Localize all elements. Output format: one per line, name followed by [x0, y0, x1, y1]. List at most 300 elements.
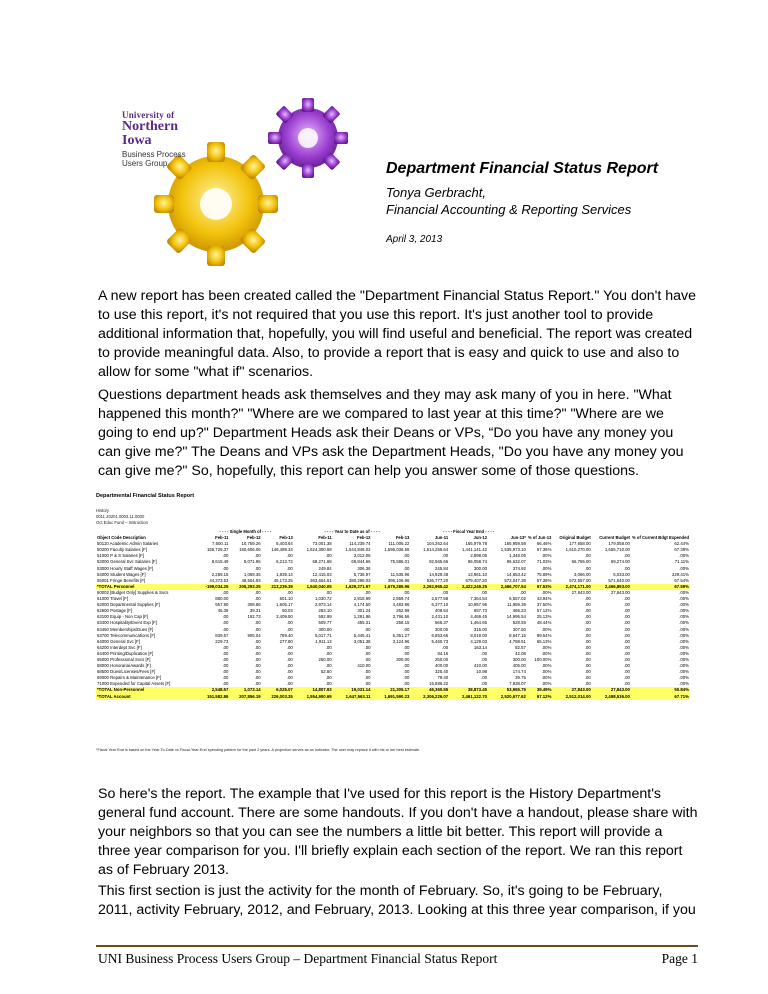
table-cell: .00	[403, 650, 410, 656]
table-cell: 229.73	[215, 638, 229, 644]
table-cell: 2,262,965.42	[410, 584, 449, 590]
table-cell: .00%	[679, 614, 689, 620]
table-cell: 75,586.01	[390, 559, 410, 565]
table-cell: .00	[364, 644, 371, 650]
author-department: Financial Accounting & Reporting Services	[386, 202, 632, 217]
table-cell: 79.40	[437, 675, 449, 681]
table-cell: .00	[222, 675, 229, 681]
table-cell: .00%	[679, 602, 689, 608]
table-cell: .00%	[679, 656, 689, 662]
table-cell: 408.54	[435, 608, 449, 614]
table-cell: 146,489.34	[271, 547, 293, 553]
table-cell: 1,535,973.10	[500, 547, 526, 553]
table-cell: 43.94%	[536, 596, 552, 602]
table-cell: .00%	[541, 663, 552, 669]
row-label: 71000 Expended for Capital Assets [F]	[97, 681, 171, 687]
table-cell: 11,535.96	[390, 571, 410, 577]
table-cell: 1,348.05	[509, 553, 526, 559]
table-cell: 8,615.49	[211, 559, 229, 565]
table-cell: 21,305.17	[372, 687, 411, 693]
row-label: 63400 Hospitality/Event Exp [F]	[97, 620, 157, 626]
table-cell: 13,961.10	[467, 571, 488, 577]
table-cell: 213,239.39	[262, 584, 294, 590]
table-cell: .00	[403, 663, 410, 669]
table-cell: .00%	[679, 589, 689, 595]
table-cell: 880.00	[215, 596, 229, 602]
table-cell: .00	[623, 644, 630, 650]
table-cell: 2,520,677.62	[488, 694, 527, 700]
table-cell: 84.16	[437, 650, 449, 656]
table-cell: 67.59%	[631, 584, 690, 590]
table-cell: .00	[254, 644, 261, 650]
row-label: 50110 Academic Admin Salaries	[97, 541, 159, 547]
table-cell: .00	[254, 669, 261, 675]
row-label: 65000 Professional Svcs [F]	[97, 656, 151, 662]
report-column-header: Feb-12	[357, 535, 371, 541]
paragraph-4: This first section is just the activity for the month of February. So, it's going to be February, 2011, activity February, 2012, and February, 2013. Looking at this three year comparison, if you	[98, 883, 696, 918]
table-cell: .00%	[541, 644, 552, 650]
table-cell: 174.74	[512, 669, 526, 675]
table-cell: 249.84	[318, 565, 332, 571]
table-cell: .00%	[679, 669, 689, 675]
table-cell: 104,262.64	[426, 541, 449, 547]
paragraph-1: A new report has been created called the "Department Financial Status Report." You don't have to use this report, it's not required that you use this report. It's just another tool to provide additional information that, hopefully, you will find useful and beneficial. The report was created to provide meaningful data. Also, to provide a report that is easy and quick to use and also to allow for some "what if" scenarios.	[98, 288, 696, 380]
table-cell: 14,807.93	[294, 687, 333, 693]
table-cell: 1,911.13	[315, 638, 332, 644]
table-cell: 4,129.03	[470, 638, 488, 644]
document-title: Department Financial Status Report	[386, 160, 659, 177]
table-cell: 283.10	[318, 608, 332, 614]
table-cell: .00	[254, 596, 261, 602]
table-cell: 6,557.02	[509, 596, 526, 602]
table-cell: 69,274.00	[610, 559, 630, 565]
table-cell: 5,460.73	[431, 638, 449, 644]
table-cell: .00	[403, 675, 410, 681]
table-cell: .00	[623, 663, 630, 669]
row-label: *TOTAL Personnel	[96, 584, 197, 590]
table-cell: 277.80	[279, 638, 293, 644]
table-cell: 300.00	[512, 656, 526, 662]
group-header: - - - - Fiscal Year End - - - -	[442, 529, 495, 534]
table-cell: 27,843.00	[552, 687, 591, 693]
table-cell: .00	[623, 608, 630, 614]
table-cell: .00	[442, 553, 449, 559]
table-cell: 3,012.06	[353, 553, 371, 559]
table-cell: .00	[222, 663, 229, 669]
table-cell: 308.86	[247, 602, 261, 608]
table-cell: 400.00	[435, 663, 449, 669]
table-cell: .00	[623, 553, 630, 559]
table-cell: .00	[254, 675, 261, 681]
table-cell: .00	[286, 681, 293, 687]
report-meta-line: 0011.20201.0003.11.0000	[96, 514, 145, 519]
table-cell: .00	[584, 675, 591, 681]
table-cell: 2,818.99	[353, 596, 371, 602]
table-cell: 6,377.10	[431, 602, 449, 608]
table-cell: 2,461,122.70	[449, 694, 488, 700]
table-cell: .00	[623, 626, 630, 632]
report-column-header: Feb-13	[395, 535, 410, 541]
table-cell: 100.00%	[534, 656, 552, 662]
table-cell: .00	[222, 626, 229, 632]
logo-name: Northern Iowa	[122, 119, 178, 148]
page-number: Page 1	[661, 951, 698, 966]
table-cell: .00	[584, 669, 591, 675]
row-label: 62600 Postage [F]	[97, 608, 133, 614]
table-cell: 177,658.00	[569, 541, 591, 547]
table-cell: 3,409.50	[276, 614, 293, 620]
row-label: 54000 Student Wages [F]	[97, 571, 146, 577]
table-cell: 67.12%	[527, 694, 553, 700]
table-cell: 1,610,270.00	[565, 547, 591, 553]
report-column-header: Jun-12	[473, 535, 488, 541]
table-cell: 300.00	[396, 656, 410, 662]
table-cell: 307.50	[512, 626, 526, 632]
table-cell: .00%	[679, 663, 689, 669]
table-cell: .00	[222, 650, 229, 656]
table-cell: .00	[403, 553, 410, 559]
table-cell: 601.10	[279, 596, 293, 602]
table-cell: .00	[584, 620, 591, 626]
table-cell: 1,544,846.02	[345, 547, 371, 553]
table-cell: .00%	[679, 675, 689, 681]
table-cell: 1,655,710.00	[604, 547, 630, 553]
table-cell: 410.00	[473, 663, 488, 669]
table-cell: 27,843.00	[592, 687, 631, 693]
table-cell: 325.40	[435, 669, 449, 675]
table-cell: 572,557.00	[569, 577, 591, 583]
table-cell: .00	[623, 596, 630, 602]
report-column-header: Original Budget	[559, 535, 591, 541]
table-cell: 96,632.07	[506, 559, 526, 565]
table-cell: .00	[403, 626, 410, 632]
table-cell: .00	[442, 644, 449, 650]
table-cell: .00	[286, 620, 293, 626]
table-cell: 69,844.66	[351, 559, 371, 565]
table-cell: .00	[286, 663, 293, 669]
table-cell: 300.00	[435, 626, 449, 632]
table-cell: .00	[222, 614, 229, 620]
table-cell: 7,600.11	[212, 541, 229, 547]
table-cell: 165,979.78	[465, 541, 488, 547]
table-cell: 37.50%	[536, 602, 552, 608]
table-cell: 57.12%	[536, 608, 552, 614]
table-cell: 2,498,536.00	[592, 694, 631, 700]
table-row	[96, 694, 690, 700]
table-cell: .00	[623, 656, 630, 662]
logo-university: University of	[122, 110, 175, 120]
table-cell: .00	[325, 553, 332, 559]
table-cell: 155,725.37	[206, 547, 229, 553]
table-cell: 410.00	[357, 663, 371, 669]
table-cell: .00	[481, 589, 488, 595]
report-table	[96, 529, 690, 700]
table-cell: .00	[442, 589, 449, 595]
table-cell: 38,873.45	[449, 687, 488, 693]
table-cell: 5,736.97	[353, 571, 371, 577]
table-cell: .00	[254, 656, 261, 662]
logo-subtitle: Business Process Users Group	[122, 150, 186, 168]
table-cell: .00	[286, 553, 293, 559]
report-column-header: % of Jun-13	[527, 535, 552, 541]
table-cell: 73,001.38	[312, 541, 332, 547]
table-cell: 42.08	[515, 650, 526, 656]
table-cell: 48.44%	[536, 620, 552, 626]
table-cell: 2,259.15	[211, 571, 229, 577]
table-cell: 192.73	[247, 614, 261, 620]
table-cell: 315.00	[473, 626, 488, 632]
table-cell: .00	[584, 596, 591, 602]
table-cell: -199,034.25	[197, 584, 230, 590]
table-cell: 571,640.00	[608, 577, 630, 583]
table-cell: .00	[403, 681, 410, 687]
table-cell: .00	[325, 644, 332, 650]
table-cell: 839.57	[215, 632, 229, 638]
table-cell: .00	[481, 675, 488, 681]
table-cell: .00	[584, 626, 591, 632]
table-cell: 62.44%	[674, 541, 689, 547]
table-cell: .00	[403, 565, 410, 571]
table-cell: 306.36	[357, 565, 371, 571]
table-cell: .00%	[679, 565, 689, 571]
table-cell: 4,174.50	[353, 602, 371, 608]
table-cell: 3,124.96	[392, 638, 410, 644]
table-cell: .00%	[679, 620, 689, 626]
table-cell: .00	[584, 656, 591, 662]
row-label: 63450 Memberships/Dues [F]	[97, 626, 154, 632]
table-cell: .00	[364, 650, 371, 656]
table-cell: 14,995.54	[506, 614, 526, 620]
row-label: 60002 [Budget Only] Supplies & Svcs	[97, 589, 169, 595]
table-cell: .00%	[679, 596, 689, 602]
report-column-header: Object Code Description	[97, 535, 146, 541]
table-cell: 1,030.72	[314, 596, 332, 602]
report-title: Departmental Financial Status Report	[96, 493, 195, 499]
table-cell: .00	[364, 656, 371, 662]
table-cell: .00	[519, 589, 526, 595]
table-cell: 1,441,141.42	[461, 547, 488, 553]
table-cell: .00	[254, 650, 261, 656]
table-cell: .00	[286, 650, 293, 656]
table-cell: 5,033.00	[613, 571, 630, 577]
table-cell: .00	[254, 626, 261, 632]
table-cell: 151,582.86	[197, 694, 230, 700]
row-label: 63700 Telecommunications [F]	[97, 632, 156, 638]
table-cell: 2,512,014.00	[552, 694, 591, 700]
table-cell: 45.39	[217, 608, 229, 614]
table-cell: 207,856.19	[229, 694, 261, 700]
table-cell: 789.40	[279, 632, 293, 638]
table-cell: 579,407.20	[465, 577, 488, 583]
table-cell: 99.54%	[536, 632, 552, 638]
table-cell: 2,306,226.07	[410, 694, 449, 700]
table-cell: 405.00	[512, 663, 526, 669]
table-cell: 114,239.74	[349, 541, 371, 547]
table-cell: 25.13%	[536, 614, 552, 620]
table-cell: .00	[584, 650, 591, 656]
table-cell: 67.54%	[674, 577, 689, 583]
table-cell: 68,271.68	[312, 559, 332, 565]
table-cell: 10,957.95	[467, 602, 488, 608]
report-column-header: Feb-11	[318, 535, 332, 541]
table-cell: .00	[325, 675, 332, 681]
table-cell: .00	[286, 675, 293, 681]
table-cell: 50.03	[282, 608, 293, 614]
group-header: - - - - Single Month of - - - -	[219, 529, 272, 534]
row-label: 52000 General Svc Salaries [F]	[97, 559, 157, 565]
table-cell: .00	[481, 656, 488, 662]
table-cell: 67.53%	[527, 584, 553, 590]
table-cell: .00	[222, 644, 229, 650]
table-cell: 6,351.27	[392, 632, 410, 638]
report-column-header: Jun-11	[434, 535, 449, 541]
table-cell: 39.49%	[527, 687, 553, 693]
table-cell: 262.99	[396, 608, 410, 614]
table-cell: 10.98	[476, 669, 488, 675]
table-cell: .00	[623, 638, 630, 644]
table-cell: 536,777.20	[426, 577, 449, 583]
table-cell: .00	[481, 681, 488, 687]
report-column-header: % of Current Bdgt Expended	[632, 535, 689, 541]
paragraph-3: So here's the report. The example that I've used for this report is the History Department's general fund account. There are some handouts. If you don't have a handout, please share with your neighbors so that you can see the numbers a little bit better. This report will provide a three year comparison for you. I'll briefly explain each section of the report. We ran this report as of February 2013.	[98, 786, 698, 878]
table-cell: .00	[286, 669, 293, 675]
table-cell: 573,047.38	[504, 577, 526, 583]
table-cell: 45,173.25	[273, 577, 293, 583]
report-footnote: *Fiscal Year End is based on the Year-To-Date vs Fiscal-Year-End spending pattern for the past 2 years. A projection serves as an indicator. The user may replace it with his or her best estimate.	[96, 748, 421, 752]
row-label: 64000 General Svc [F]	[97, 638, 140, 644]
table-cell: 528.59	[512, 620, 526, 626]
table-cell: 5,017.71	[314, 632, 332, 638]
logo-wordmark	[122, 110, 202, 168]
table-cell: 1,596,036.56	[384, 547, 410, 553]
table-cell: 455.31	[357, 620, 371, 626]
table-cell: 7,364.54	[470, 596, 488, 602]
row-label: 55001 Fringe Benefits [F]	[97, 577, 146, 583]
table-cell: 2,859.74	[392, 596, 410, 602]
table-cell: 150,606.06	[239, 547, 261, 553]
table-cell: .00	[286, 656, 293, 662]
table-cell: 250.00	[435, 656, 449, 662]
table-cell: 8,019.00	[470, 632, 488, 638]
table-cell: 2,431.10	[431, 614, 449, 620]
table-cell: 48,504.93	[241, 577, 261, 583]
table-cell: .00	[222, 681, 229, 687]
row-label: 63100 Equip - Non Cap [F]	[97, 614, 149, 620]
table-cell: .00%	[541, 626, 552, 632]
table-cell: 2,898.05	[470, 553, 488, 559]
table-cell: 1,839.14	[276, 571, 293, 577]
table-cell: 6,403.64	[276, 541, 293, 547]
table-cell: 14,653.42	[506, 571, 526, 577]
table-cell: .00	[222, 589, 229, 595]
table-cell: 163.14	[473, 644, 488, 650]
table-cell: 1,647,563.11	[333, 694, 372, 700]
table-cell: 1,073.14	[229, 687, 261, 693]
table-cell: .00	[584, 663, 591, 669]
table-cell: 396,106.96	[387, 577, 410, 583]
table-cell: .00	[325, 681, 332, 687]
title-block	[386, 160, 746, 245]
table-cell: 71.03%	[536, 559, 552, 565]
table-cell: .00%	[679, 553, 689, 559]
row-label: 64400 Printing/Duplication [F]	[97, 650, 154, 656]
table-cell: .00	[584, 565, 591, 571]
table-cell: 226,003.35	[262, 694, 294, 700]
table-cell: .00	[222, 565, 229, 571]
row-label: *TOTAL Non-Personnel	[96, 687, 197, 693]
row-label: 68500 Dues/Licenses/Fees [F]	[97, 669, 156, 675]
table-cell: 8,647.15	[509, 632, 526, 638]
table-cell: .00	[623, 675, 630, 681]
table-cell: .00	[623, 565, 630, 571]
table-cell: 1,624,300.69	[306, 547, 332, 553]
table-cell: .00%	[679, 632, 689, 638]
table-cell: 67.38%	[536, 577, 552, 583]
table-cell: 27,843.00	[571, 589, 591, 595]
table-cell: .00%	[541, 589, 552, 595]
table-cell: 3,051.38	[353, 638, 371, 644]
report-column-header: Feb-13	[279, 535, 293, 541]
table-cell: .00	[254, 565, 261, 571]
report-column-header: Feb-12	[247, 535, 261, 541]
table-cell: .00%	[541, 669, 552, 675]
table-cell: .00	[325, 663, 332, 669]
table-cell: .00	[254, 589, 261, 595]
table-cell: 2,548.57	[197, 687, 230, 693]
report-column-header: Jun-13*	[510, 535, 526, 541]
table-cell: 75.89%	[536, 571, 552, 577]
table-cell: 39.31	[249, 608, 261, 614]
table-cell: 566.37	[435, 620, 449, 626]
table-cell: 374.92	[512, 565, 526, 571]
table-cell: 67.36%	[536, 547, 552, 553]
table-cell: 44,373.53	[209, 577, 229, 583]
table-cell: 11,959.39	[507, 602, 526, 608]
table-cell: .00	[364, 681, 371, 687]
table-cell: 1,629,271.97	[333, 584, 372, 590]
table-cell: .00%	[679, 681, 689, 687]
table-cell: .00	[254, 553, 261, 559]
table-cell: 52.50	[320, 669, 332, 675]
table-cell: .00%	[541, 681, 552, 687]
table-cell: .00	[623, 602, 630, 608]
table-cell: 4,469.45	[470, 614, 488, 620]
table-cell: 2,577.58	[431, 596, 449, 602]
table-cell: 657.73	[473, 608, 488, 614]
table-cell: .00	[623, 614, 630, 620]
report-screenshot	[96, 493, 690, 765]
table-cell: .00%	[679, 608, 689, 614]
table-cell: 2,466,893.00	[592, 584, 631, 590]
table-cell: 363,654.61	[310, 577, 332, 583]
table-cell: .00	[254, 638, 261, 644]
table-cell: .00	[623, 620, 630, 626]
table-cell: .00	[584, 638, 591, 644]
table-cell: .00	[403, 589, 410, 595]
table-cell: .00	[403, 669, 410, 675]
table-cell: .00	[222, 669, 229, 675]
table-cell: 1,069.35	[243, 571, 261, 577]
row-label: 69000 Repairs & Maintenance [F]	[97, 675, 162, 681]
table-cell: 15,886.22	[429, 681, 449, 687]
table-cell: 67.71%	[631, 694, 690, 700]
table-cell: 256.15	[396, 620, 410, 626]
table-cell: 7,938.07	[509, 681, 526, 687]
footer-rule	[96, 945, 698, 947]
table-cell: 592.99	[318, 614, 332, 620]
table-cell: 179,058.00	[608, 541, 630, 547]
table-cell: .00%	[679, 638, 689, 644]
